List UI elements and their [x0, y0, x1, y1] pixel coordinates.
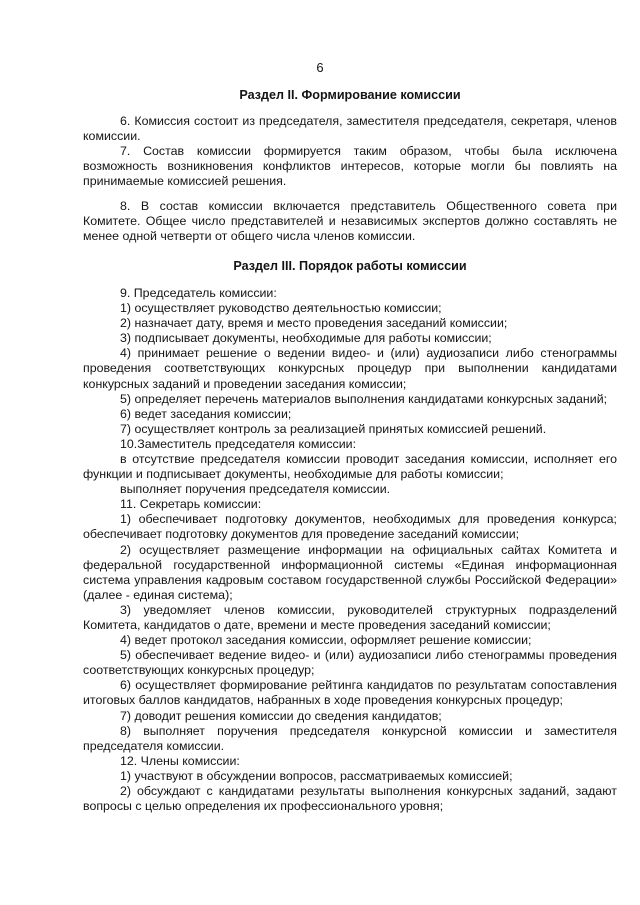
paragraph-9-item-6: 6) ведет заседания комиссии; — [120, 406, 292, 421]
paragraph-11-item-4: 4) ведет протокол заседания комиссии, оформляет решение комиссии; — [120, 633, 532, 648]
paragraph-11-item-6: 6) осуществляет формирование рейтинга кандидатов по результатам сопоставления итоговых баллов кандидатов, набранных в ходе проведения конкурсных процедур; — [83, 678, 617, 708]
paragraph-12-item-2: 2) обсуждают с кандидатами результаты выполнения конкурсных заданий, задают вопросы с целью определения их профессионального уровня; — [83, 784, 617, 814]
page-number: 6 — [316, 60, 324, 75]
paragraph-11-item-3: 3) уведомляет членов комиссии, руководителей структурных подразделений Комитета, кандидатов о дате, времени и месте проведения заседаний комиссии; — [83, 602, 617, 632]
paragraph-9-item-1: 1) осуществляет руководство деятельностью комиссии; — [120, 301, 442, 316]
paragraph-9-item-2: 2) назначает дату, время и место проведения заседаний комиссии; — [120, 316, 508, 331]
paragraph-11-item-8: 8) выполняет поручения председателя конкурсной комиссии и заместителя председателя комиссии. — [83, 723, 617, 753]
paragraph-10-item-1: в отсутствие председателя комиссии проводит заседания комиссии, исполняет его функции и подписывает документы, необходимые для работы комиссии; — [83, 451, 617, 482]
paragraph-6: 6. Комиссия состоит из председателя, заместителя председателя, секретаря, членов комиссии. — [83, 114, 617, 144]
paragraph-11-item-1: 1) обеспечивает подготовку документов, необходимых для проведения конкурса; обеспечивает подготовку документов для проведение заседаний комиссии; — [83, 512, 617, 542]
paragraph-9-item-4: 4) принимает решение о ведении видео- и (или) аудиозаписи либо стенограммы проведения соответствующих конкурсных процедур при выполнении кандидатами конкурсных заданий и проведении заседания комиссии; — [83, 346, 617, 391]
paragraph-9-title: 9. Председатель комиссии: — [120, 285, 277, 300]
section-2-heading: Раздел II. Формирование комиссии — [239, 88, 461, 102]
paragraph-12-item-1: 1) участвуют в обсуждении вопросов, рассматриваемых комиссией; — [120, 768, 513, 783]
paragraph-11-item-5: 5) обеспечивает ведение видео- и (или) аудиозаписи либо стенограммы проведения соответствующих конкурсных процедур; — [83, 648, 617, 678]
paragraph-9-item-7: 7) осуществляет контроль за реализацией принятых комиссией решений. — [120, 421, 547, 436]
document-body — [83, 88, 617, 814]
paragraph-12-title: 12. Члены комиссии: — [120, 753, 240, 768]
paragraph-11-title: 11. Секретарь комиссии: — [120, 497, 262, 512]
paragraph-7: 7. Состав комиссии формируется таким образом, чтобы была исключена возможность возникновения конфликтов интересов, которые могли бы повлиять на принимаемые комиссией решения. — [83, 144, 617, 189]
paragraph-9-item-5: 5) определяет перечень материалов выполнения кандидатами конкурсных заданий; — [120, 391, 608, 406]
paragraph-10-title: 10.Заместитель председателя комиссии: — [120, 436, 357, 451]
paragraph-8: 8. В состав комиссии включается представитель Общественного совета при Комитете. Общее число представителей и независимых экспертов должно составлять не менее одной четверти от общего числа членов комиссии. — [83, 198, 617, 243]
paragraph-10-item-2: выполняет поручения председателя комиссии. — [120, 482, 391, 497]
section-3-heading: Раздел III. Порядок работы комиссии — [233, 258, 467, 273]
paragraph-11-item-2: 2) осуществляет размещение информации на официальных сайтах Комитета и федеральной государственной информационной системы «Единая информационная система управления кадровым составом государственной службы Российской Федерации» (далее - единая система); — [83, 542, 617, 602]
paragraph-11-item-7: 7) доводит решения комиссии до сведения кандидатов; — [120, 708, 442, 723]
paragraph-9-item-3: 3) подписывает документы, необходимые для работы комиссии; — [120, 331, 492, 346]
